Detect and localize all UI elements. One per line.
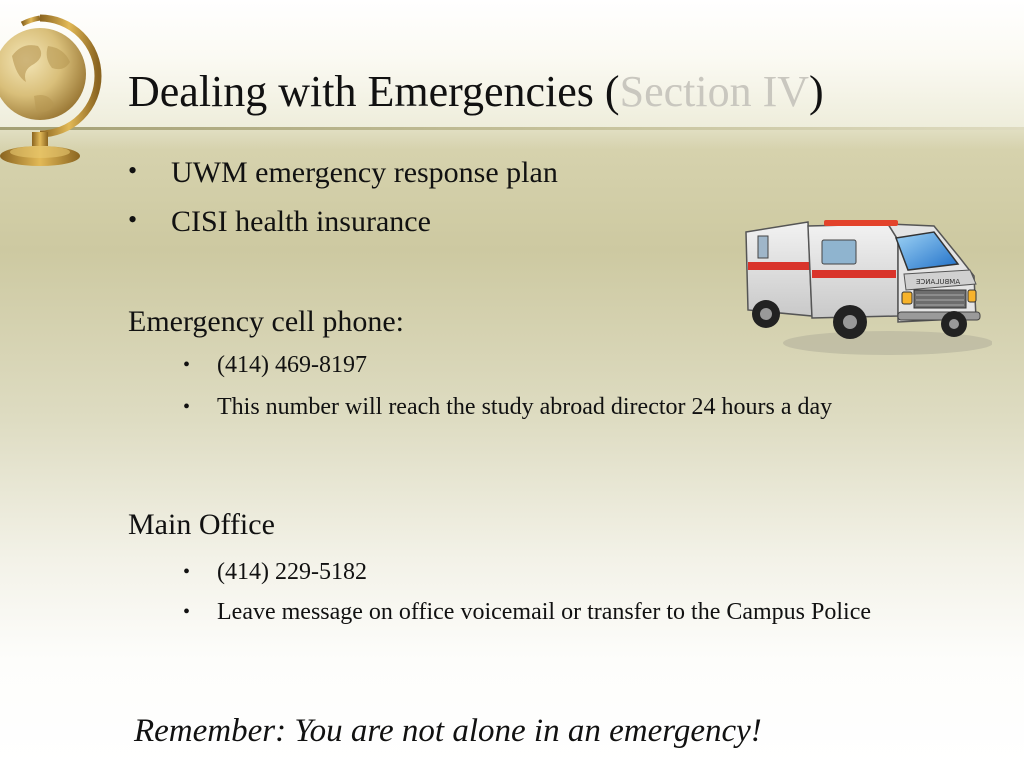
bullet-dot: • [128, 156, 138, 185]
sub-bullet-item [183, 555, 923, 589]
ambulance-sign: AMBULANCE [915, 278, 961, 286]
globe-icon [0, 6, 102, 166]
slide-title [128, 66, 824, 117]
sub-bullet-item [183, 595, 923, 629]
cell-phone-number: (414) 469-8197 [217, 352, 367, 378]
bullet-dot: • [183, 601, 191, 623]
main-office-number: (414) 229-5182 [217, 559, 367, 585]
sub-bullet-item [183, 348, 923, 382]
main-office-heading: Main Office [128, 508, 275, 541]
bullet-text: UWM emergency response plan [171, 156, 558, 189]
cell-phone-heading: Emergency cell phone: [128, 305, 405, 338]
bullet-dot: • [183, 354, 191, 376]
bullet-text: CISI health insurance [171, 205, 431, 238]
title-section: Section IV [619, 67, 809, 116]
bullet-dot: • [183, 561, 191, 583]
ambulance-icon [738, 218, 992, 358]
title-main: Dealing with Emergencies ( [128, 67, 620, 116]
main-office-note: Leave message on office voicemail or transfer to the Campus Police [217, 599, 871, 625]
cell-phone-note: This number will reach the study abroad director 24 hours a day [217, 394, 833, 420]
reminder-text: Remember: You are not alone in an emergency! [134, 713, 762, 749]
title-divider [0, 127, 1024, 130]
bullet-dot: • [128, 205, 138, 234]
sub-bullet-item [183, 390, 923, 424]
bullet-dot: • [183, 396, 191, 418]
title-close: ) [809, 67, 824, 116]
